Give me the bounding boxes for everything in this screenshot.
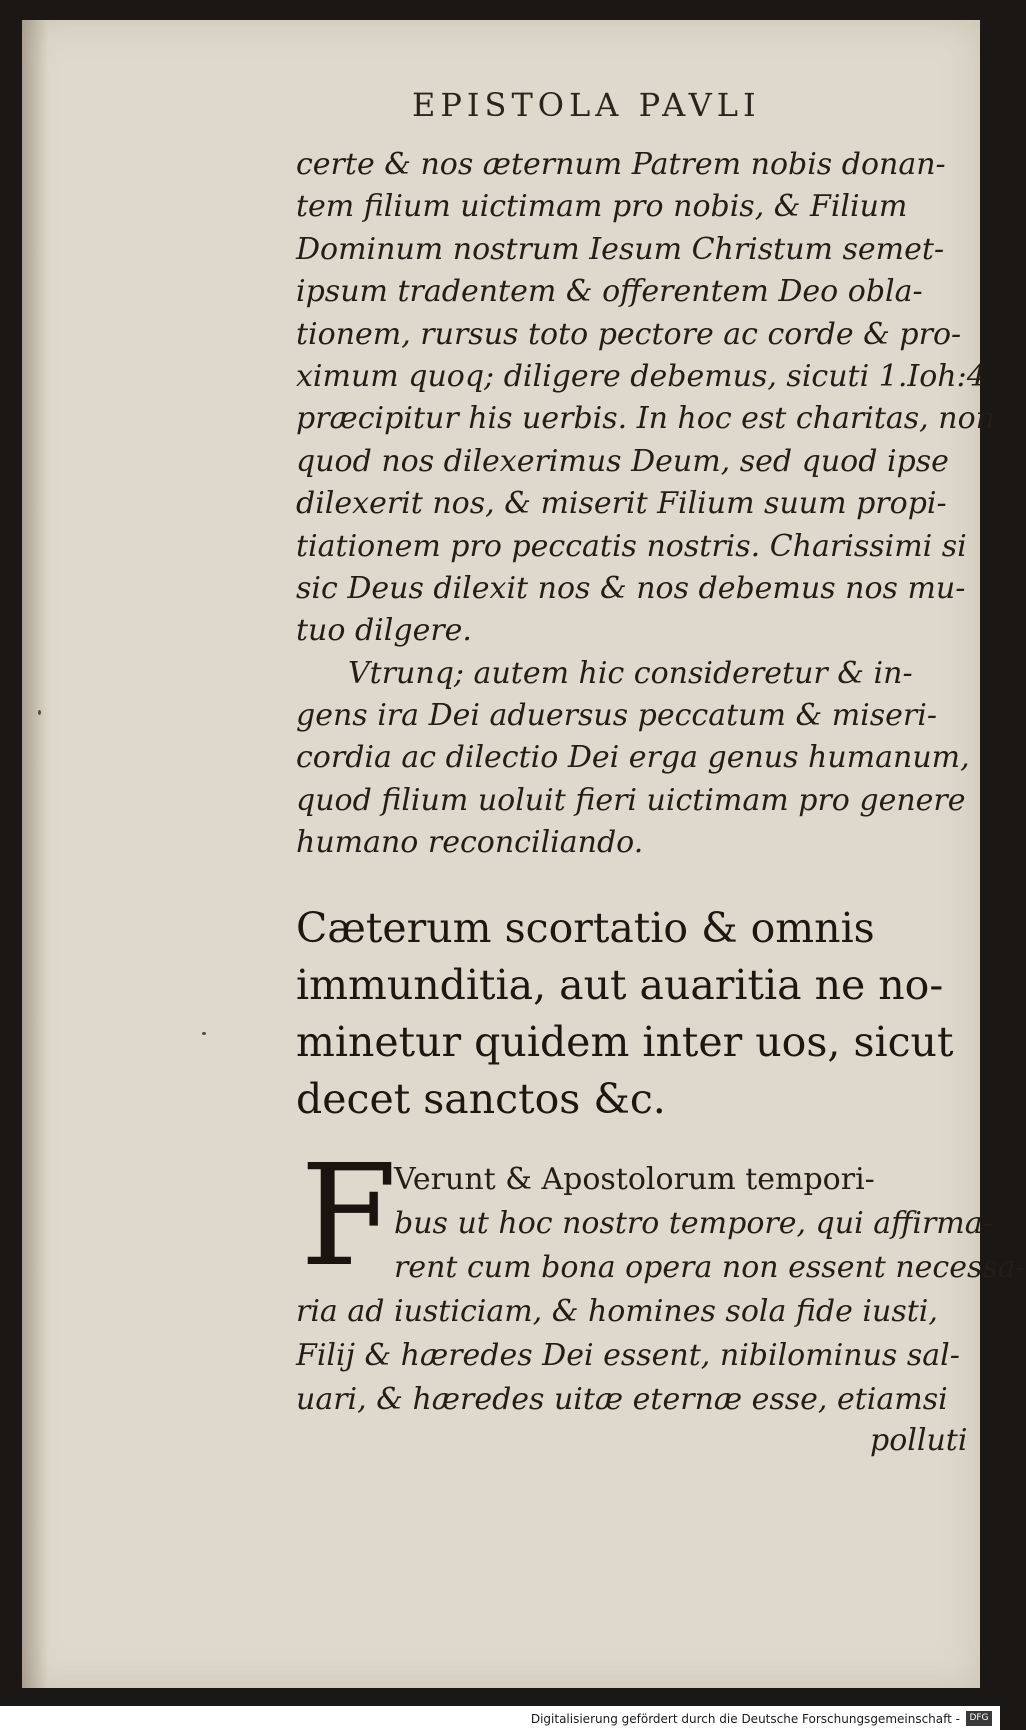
quote-line: decet sanctos &c.	[296, 1075, 666, 1123]
text-line: Filij & hæredes Dei essent, nibilominus sal-	[296, 1338, 960, 1373]
text-line: ipsum tradentem & offerentem Deo obla-	[296, 274, 923, 310]
paper-speck	[202, 1032, 206, 1035]
text-line: cordia ac dilectio Dei erga genus humanum,	[296, 740, 970, 776]
text-line: ximum quoq; diligere debemus, sicuti 1.Ioh:4	[296, 358, 986, 394]
text-line: humano reconciliando.	[296, 825, 644, 861]
dfg-logo-icon: DFG	[966, 1711, 992, 1726]
text-line: præcipitur his uerbis. In hoc est charitas, non	[296, 401, 995, 437]
text-line: bus ut hoc nostro tempore, qui affirma-	[394, 1206, 993, 1241]
text-line: gens ira Dei aduersus peccatum & miseri-	[296, 698, 937, 734]
catchword: polluti	[870, 1423, 968, 1458]
quote-line: minetur quidem inter uos, sicut	[296, 1018, 954, 1066]
text-line: tuo dilgere.	[296, 613, 472, 649]
text-line: tem filium uictimam pro nobis, & Filium	[296, 189, 908, 225]
paragraph-2	[296, 1135, 1026, 1422]
quote-line: Cæterum scortatio & omnis	[296, 904, 875, 952]
funding-credit: Digitalisierung gefördert durch die Deutsche Forschungsgemeinschaft -	[530, 1712, 960, 1726]
footer-bar	[0, 1706, 1000, 1730]
running-head: EPISTOLA PAVLI	[412, 86, 761, 124]
text-line: quod nos dilexerimus Deum, sed quod ipse	[296, 443, 949, 479]
text-line: Vtrunq; autem hic consideretur & in-	[348, 655, 913, 691]
text-line: dilexerit nos, & miserit Filium suum propi-	[296, 486, 947, 522]
scripture-quote	[296, 900, 976, 1128]
book-page	[22, 20, 1026, 1688]
paragraph-1	[296, 144, 995, 865]
text-line: sic Deus dilexit nos & nos debemus nos mu-	[296, 570, 966, 606]
drop-cap-initial: F	[300, 1135, 398, 1298]
quote-line: immunditia, aut auaritia ne no-	[296, 961, 944, 1009]
text-line: tionem, rursus toto pectore ac corde & pro-	[296, 316, 962, 352]
text-line: quod filium uoluit fieri uictimam pro genere	[296, 782, 966, 818]
text-line: rent cum bona opera non essent necessa-	[394, 1250, 1026, 1285]
text-line: tiationem pro peccatis nostris. Charissimi si	[296, 528, 967, 564]
text-line: certe & nos æternum Patrem nobis donan-	[296, 147, 946, 182]
text-line: Verunt & Apostolorum tempori-	[394, 1162, 875, 1197]
text-line: ria ad iusticiam, & homines sola fide iusti,	[296, 1294, 938, 1329]
text-line: uari, & hæredes uitæ eternæ esse, etiamsi	[296, 1382, 948, 1417]
gutter-shadow	[22, 20, 48, 1688]
text-line: Dominum nostrum Iesum Christum semet-	[296, 231, 945, 267]
paper-speck	[38, 710, 41, 715]
